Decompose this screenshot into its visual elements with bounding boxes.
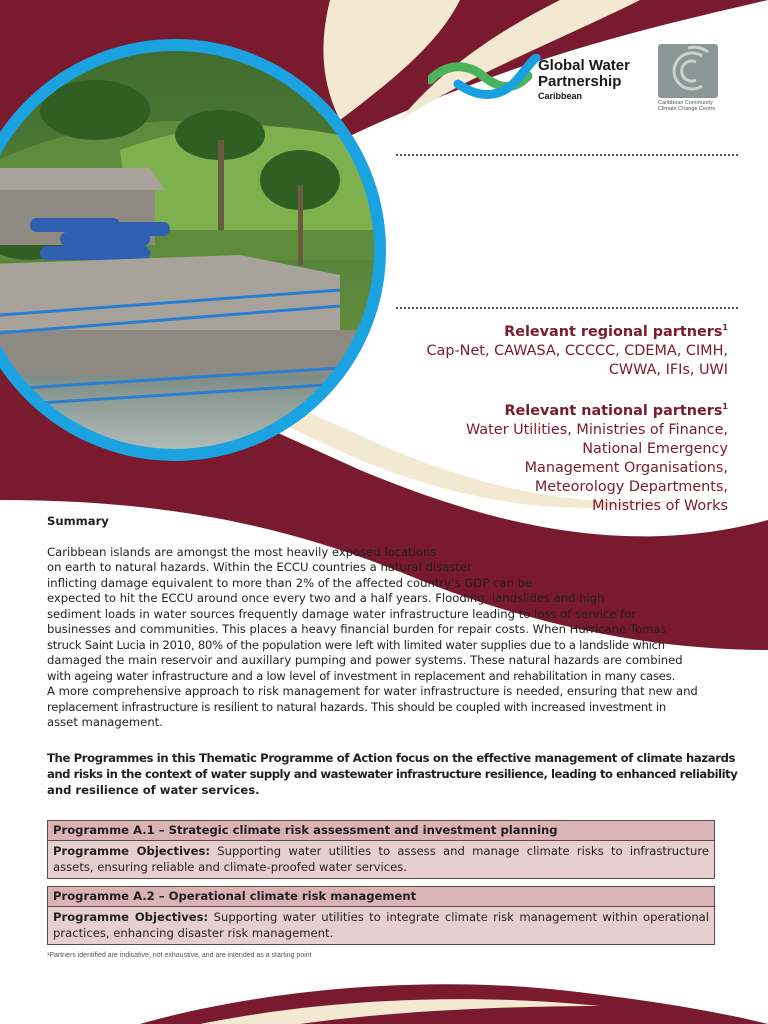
- summary-body: [47, 545, 723, 731]
- summary-line: asset management.: [47, 715, 163, 729]
- partners-block: [398, 318, 728, 533]
- regional-partners-list: [398, 342, 728, 380]
- summary-line: struck Saint Lucia in 2010, 80% of the population were left with limited water supplies due to a landslide which: [47, 637, 665, 652]
- national-line: Ministries of Works: [592, 497, 728, 514]
- regional-line: CWWA, IFIs, UWI: [608, 361, 728, 378]
- national-partners-list: [398, 421, 728, 516]
- summary-line: Caribbean islands are amongst the most heavily exposed locations: [47, 544, 437, 559]
- programme-box: [47, 820, 715, 879]
- gwp-logo-text: [538, 58, 658, 101]
- lead-line: and risks in the context of water supply and wastewater infrastructure resilience, leading to enhanced reliability: [47, 766, 738, 781]
- summary-line: businesses and communities. This places a heavy financial burden for repair costs. When Hurricane Tomas: [47, 622, 667, 636]
- lead-line: The Programmes in this Thematic Programme of Action focus on the effective management of climate hazards: [47, 750, 736, 765]
- summary-line: expected to hit the ECCU around once every two and a half years. Flooding, landslides and high: [47, 591, 605, 605]
- lead-line: and resilience of water services.: [47, 782, 260, 797]
- national-heading-text: Relevant national partners: [504, 402, 723, 419]
- national-line: National Emergency: [582, 440, 728, 457]
- objectives-label: Programme Objectives:: [53, 910, 209, 924]
- summary-line: A more comprehensive approach to risk management for water infrastructure is needed, ensuring that new and: [47, 684, 698, 698]
- summary-line: with ageing water infrastructure and a low level of investment in replacement and rehabilitation in many cases.: [47, 668, 676, 683]
- summary-line: replacement infrastructure is resilient to natural hazards. This should be coupled with increased investment in: [47, 699, 667, 714]
- gwp-subtitle: Caribbean: [538, 91, 583, 101]
- regional-heading-text: Relevant regional partners: [504, 323, 723, 340]
- programme-title: Programme A.1 – Strategic climate risk assessment and investment planning: [48, 821, 714, 841]
- programme-objectives: [48, 841, 714, 878]
- national-line: Meteorology Departments,: [534, 478, 728, 495]
- cccc-logo: [658, 44, 722, 114]
- national-line: Management Organisations,: [524, 459, 728, 476]
- cccc-text-line2: Climate Change Centre: [658, 106, 716, 112]
- programme-box: [47, 886, 715, 945]
- summary-line: on earth to natural hazards. Within the ECCU countries a natural disaster: [47, 560, 472, 574]
- summary-line: damaged the main reservoir and auxillary pumping and power systems. These natural hazards are combined: [47, 653, 683, 667]
- summary-heading: Summary: [47, 514, 109, 528]
- dotted-rule-bottom: [396, 307, 738, 309]
- regional-line: Cap-Net, CAWASA, CCCCC, CDEMA, CIMH,: [426, 342, 728, 359]
- national-line: Water Utilities, Ministries of Finance,: [465, 421, 728, 438]
- programmes-lead: [47, 750, 738, 798]
- regional-partners-heading: [398, 318, 728, 342]
- summary-line: sediment loads in water sources frequently damage water infrastructure leading to loss of service for: [47, 606, 637, 621]
- objectives-text: Supporting water utilities to assess and manage climate risks to infrastructure assets, ensuring reliable and climate-proofed water services.: [53, 844, 709, 874]
- national-partners-heading: [398, 397, 728, 421]
- programme-title: Programme A.2 – Operational climate risk management: [48, 887, 714, 907]
- dotted-rule-top: [396, 154, 738, 156]
- gwp-name-line1: Global Water: [538, 57, 630, 74]
- cccc-emblem-icon: [658, 44, 718, 98]
- objectives-label: Programme Objectives:: [53, 844, 211, 858]
- summary-section: [47, 514, 738, 798]
- footnote: ¹Partners identified are indicative, not exhaustive, and are intended as a starting point: [47, 952, 312, 959]
- cccc-text-line1: Caribbean Community: [658, 100, 713, 106]
- regional-footnote-ref: 1: [722, 323, 728, 332]
- national-footnote-ref: 1: [722, 401, 728, 411]
- programme-objectives: [48, 907, 714, 944]
- objectives-text: Supporting water utilities to integrate climate risk management within operational practices, enhancing disaster risk management.: [53, 910, 710, 940]
- gwp-name-line2: Partnership: [538, 73, 622, 90]
- summary-line: inflicting damage equivalent to more than 2% of the affected country’s GDP can be: [47, 575, 533, 590]
- cccc-text: [658, 100, 726, 112]
